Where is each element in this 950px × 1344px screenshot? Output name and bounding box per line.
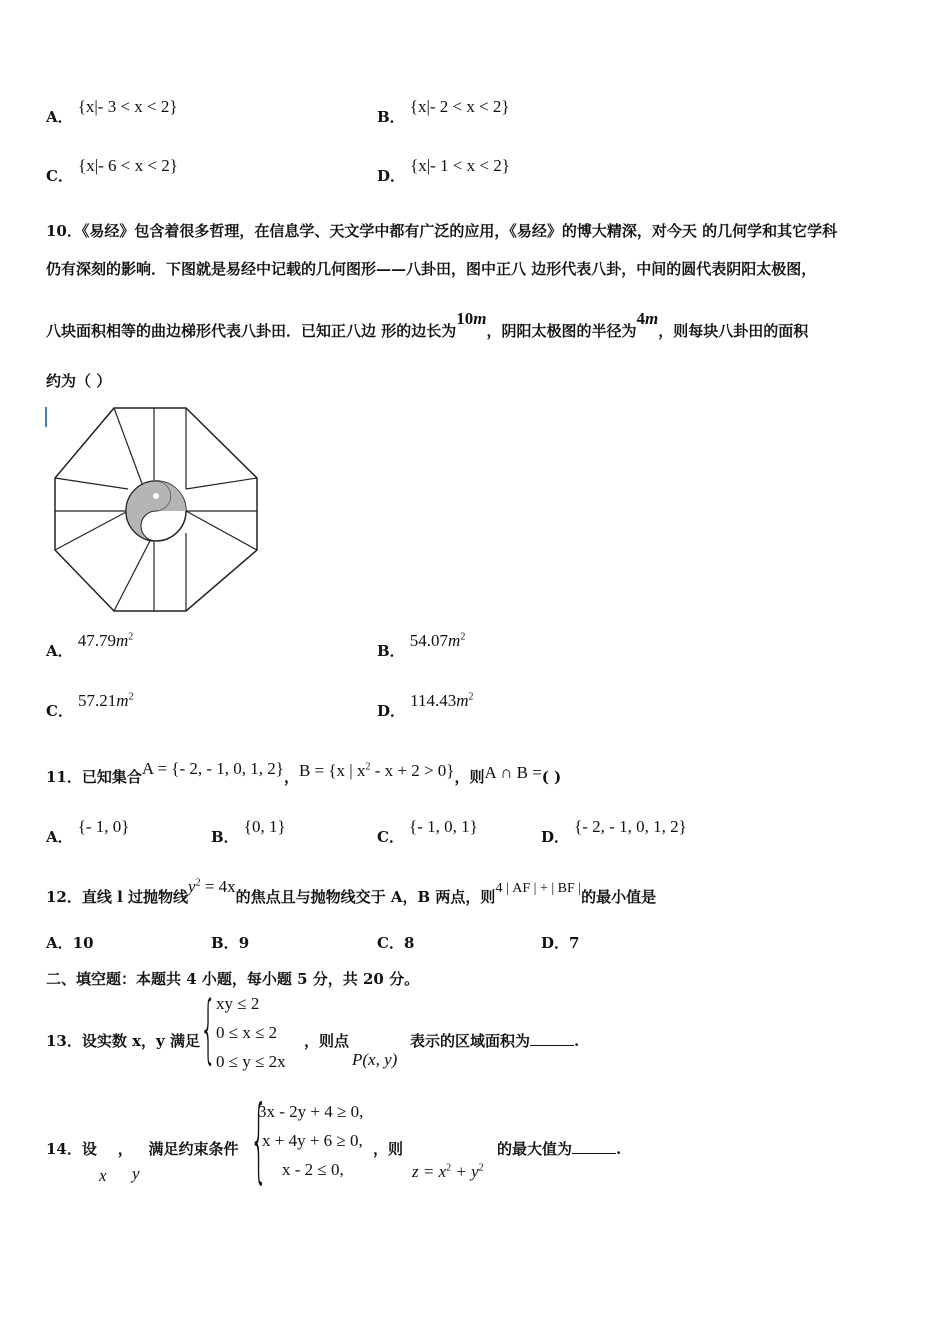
q12-stem (46, 877, 657, 907)
q13-suffix (410, 1030, 579, 1051)
answer-blank[interactable] (530, 1031, 574, 1046)
q14-then: ，则 (373, 1140, 404, 1158)
q12-suffix: 的最小值是 (581, 888, 657, 906)
spoke (114, 408, 144, 489)
q10-line4: 约为（ ） (46, 372, 112, 390)
q10-option-b[interactable] (377, 631, 466, 661)
q14-prefix: 14．设 (46, 1140, 97, 1158)
z-sup1: 2 (446, 1162, 452, 1174)
option-label: C． (46, 167, 73, 185)
set-b (299, 761, 455, 780)
q13-end: . (574, 1032, 580, 1050)
q13-constraint-2: 0 ≤ x ≤ 2 (216, 1023, 278, 1042)
q9-option-a[interactable] (46, 97, 178, 127)
spoke (186, 511, 257, 550)
option-label: C． (377, 934, 404, 952)
option-value: 114.43 (410, 691, 457, 710)
spoke (186, 478, 257, 489)
q11-then: ，则 (454, 768, 485, 786)
option-math (410, 691, 473, 710)
option-value: 54.07 (409, 631, 449, 650)
option-label: D． (377, 702, 406, 720)
q12-middle: 的焦点且与抛物线交于 A，B 两点，则 (235, 888, 496, 906)
option-sup: 2 (128, 631, 134, 643)
q14-constraint-1: 3x - 2y + 4 ≥ 0, (258, 1102, 364, 1121)
taiji-dot (153, 493, 159, 499)
answer-blank[interactable] (572, 1139, 616, 1154)
side-length-unit: m (473, 309, 487, 328)
side-length-value: 10 (456, 309, 474, 328)
q13-suffix-text: 表示的区域面积为 (410, 1032, 531, 1050)
objective-z (412, 1162, 484, 1182)
section-heading: 二、填空题：本题共 4 小题，每小题 5 分，共 20 分。 (46, 970, 420, 988)
q11-prefix: 11．已知集合 (46, 768, 142, 786)
q12-option-b[interactable] (211, 932, 249, 953)
option-label: B． (377, 642, 405, 660)
set-a: A = {- 2, - 1, 0, 1, 2} (141, 759, 284, 778)
distance-expr: 4 | AF | + | BF | (495, 881, 582, 896)
option-math (78, 691, 134, 710)
option-sup: 2 (460, 631, 466, 643)
q10-line3b: ，阴阳太极图的半径为 (486, 322, 637, 340)
q10-option-d[interactable] (377, 691, 474, 721)
parabola-part2: = 4x (200, 877, 236, 896)
option-math: {x|- 2 < x < 2} (409, 97, 510, 116)
q14-suffix-text: 的最大值为 (497, 1140, 573, 1158)
option-label: A． (46, 642, 73, 660)
parabola-sup: 2 (195, 877, 201, 889)
set-b-part2: - x + 2 > 0} (370, 761, 455, 780)
q10-line1: 10．《易经》包含着很多哲理，在信息学、天文学中都有广泛的应用，《易经》的博大精深，对今天 的几何学和其它学科 (46, 222, 838, 240)
option-value: 8 (403, 934, 415, 952)
intersection-expr: A ∩ B = (484, 763, 542, 782)
var-x: x (99, 1166, 107, 1185)
option-math (410, 631, 466, 650)
q14-constraint-2: x + 4y + 6 ≥ 0, (262, 1131, 363, 1150)
radius-unit: m (644, 309, 659, 328)
option-math: {- 1, 0} (77, 817, 130, 836)
q9-option-c[interactable] (46, 156, 178, 186)
q12-option-d[interactable] (541, 932, 579, 953)
q12-option-a[interactable] (46, 932, 94, 953)
z-part1: z = x (412, 1162, 447, 1181)
q9-option-d[interactable] (377, 156, 510, 186)
q12-prefix: 12．直线 l 过抛物线 (46, 888, 189, 906)
q11-option-b[interactable] (211, 817, 286, 847)
option-unit: m (456, 691, 469, 710)
q14-brace: { (250, 1086, 268, 1193)
option-value: 9 (238, 934, 250, 952)
option-math: {x|- 3 < x < 2} (77, 97, 178, 116)
option-label: D． (377, 167, 406, 185)
option-math: {x|- 6 < x < 2} (78, 156, 178, 175)
option-math: {0, 1} (243, 817, 286, 836)
bagua-figure (44, 405, 264, 620)
spoke (55, 511, 128, 550)
q10-line3c: ，则每块八卦田的面积 (658, 322, 809, 340)
option-label: A． (46, 108, 73, 126)
q10-line2: 仍有深刻的影响．下图就是易经中记载的几何图形——八卦田，图中正八 边形代表八卦，中间的圆代表阴阳太极图， (46, 260, 817, 278)
option-label: C． (377, 828, 404, 846)
parabola (188, 877, 236, 896)
q13-constraint-3: 0 ≤ y ≤ 2x (216, 1052, 286, 1071)
option-sup: 2 (128, 691, 134, 703)
set-b-sup: 2 (365, 761, 371, 773)
option-value: 47.79 (77, 631, 116, 650)
spoke (55, 478, 128, 489)
q12-option-c[interactable] (377, 932, 414, 953)
side-length (456, 309, 486, 328)
option-label: A． (46, 934, 73, 952)
var-y: y (132, 1164, 140, 1183)
option-math: {- 2, - 1, 0, 1, 2} (574, 817, 687, 836)
parabola-part1: y (188, 877, 196, 896)
option-label: B． (211, 934, 239, 952)
q11-comma: ， (283, 768, 299, 786)
radius-value: 4 (636, 309, 645, 328)
q13-mid: ，则点 (304, 1032, 350, 1050)
q14-cond: 满足约束条件 (148, 1140, 239, 1158)
option-math: {x|- 1 < x < 2} (410, 156, 510, 175)
q13-constraint-1: xy ≤ 2 (216, 994, 260, 1013)
option-math: {- 1, 0, 1} (409, 817, 478, 836)
set-b-part1: B = {x | x (298, 761, 366, 780)
q11-stem (46, 759, 562, 787)
q11-option-c[interactable] (377, 817, 478, 847)
z-sup2: 2 (478, 1162, 484, 1174)
q14-comma: ， (117, 1140, 133, 1158)
q14-end: . (616, 1140, 622, 1158)
radius (636, 309, 658, 328)
option-unit: m (116, 691, 129, 710)
option-unit: m (448, 631, 461, 650)
q11-option-a[interactable] (46, 817, 130, 847)
option-label: D． (541, 828, 570, 846)
option-unit: m (115, 631, 129, 650)
option-label: C． (46, 702, 73, 720)
option-sup: 2 (468, 691, 474, 703)
option-label: A． (46, 828, 73, 846)
q10-line3a: 八块面积相等的曲边梯形代表八卦田．已知正八边 形的边长为 (46, 322, 457, 340)
q11-option-d[interactable] (541, 817, 687, 847)
answer-paren: ( ) (541, 768, 562, 786)
point-p: P(x, y) (352, 1050, 398, 1069)
q13-prefix: 13．设实数 x，y 满足 (46, 1032, 200, 1050)
q14-stem (46, 1138, 238, 1159)
spoke (114, 533, 154, 611)
q10-option-c[interactable] (46, 691, 134, 721)
q14-suffix (497, 1138, 621, 1159)
option-label: B． (377, 108, 405, 126)
q10-option-a[interactable] (46, 631, 134, 661)
q14-constraint-3: x - 2 ≤ 0, (282, 1160, 344, 1179)
option-label: B． (211, 828, 239, 846)
q13-brace: { (200, 986, 217, 1072)
option-value: 10 (72, 934, 94, 952)
q9-option-b[interactable] (377, 97, 510, 127)
option-value: 57.21 (78, 691, 117, 710)
option-math (78, 631, 134, 650)
z-part2: + y (451, 1162, 479, 1181)
option-value: 7 (569, 934, 580, 952)
option-label: D． (541, 934, 570, 952)
q10-line3 (46, 309, 809, 341)
